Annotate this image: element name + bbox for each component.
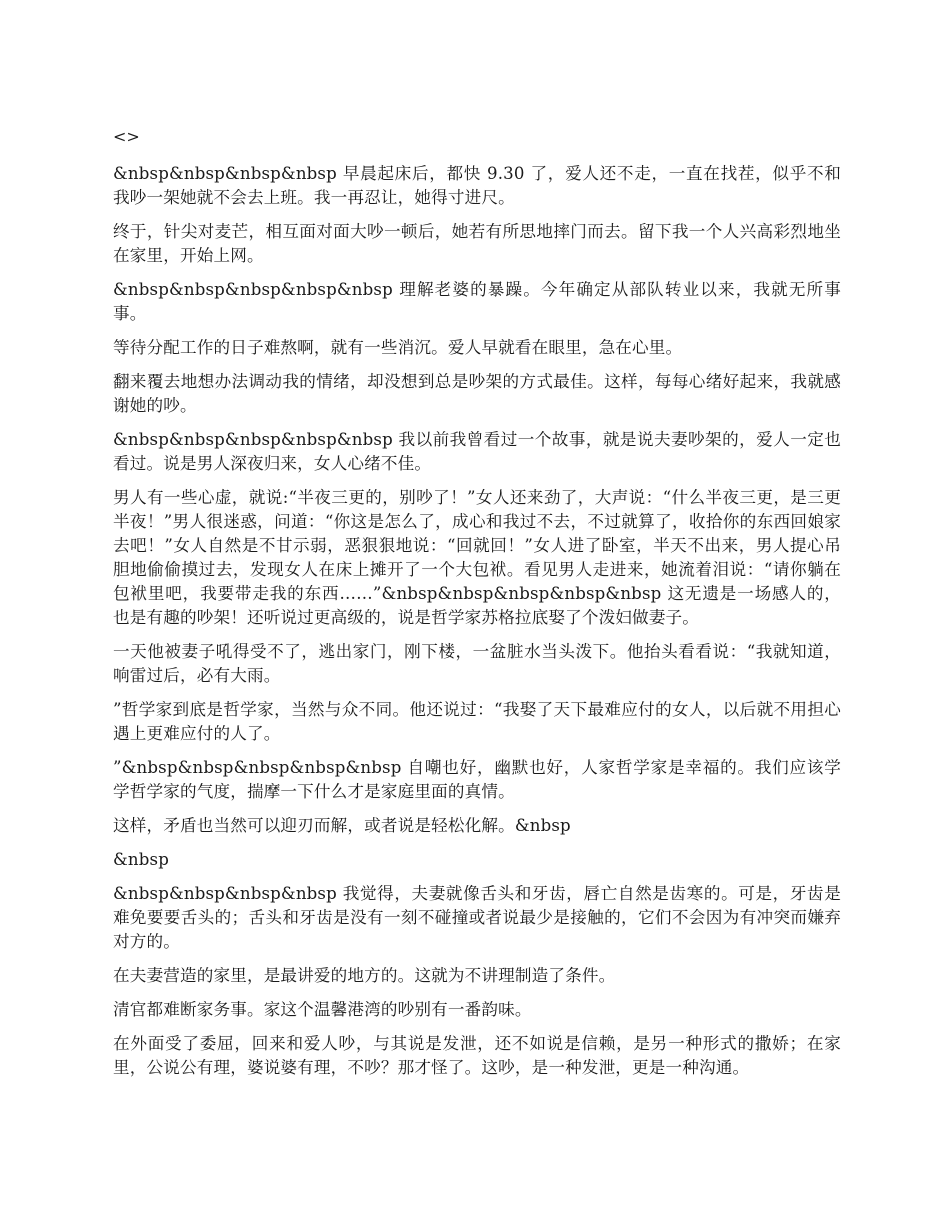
paragraph: 在外面受了委屈，回来和爱人吵，与其说是发泄，还不如说是信赖，是另一种形式的撒娇；在家里，公说公有理，婆说婆有理，不吵？那才怪了。这吵，是一种发泄，更是一种沟通。 xyxy=(113,1034,841,1077)
paragraph: 一天他被妻子吼得受不了，逃出家门，刚下楼，一盆脏水当头泼下。他抬头看看说：“我就知道，响雷过后，必有大雨。 xyxy=(113,642,841,685)
document-heading: <> xyxy=(113,127,140,146)
paragraph: &nbsp&nbsp&nbsp&nbsp 我觉得，夫妻就像舌头和牙齿，唇亡自然是齿寒的。可是，牙齿是难免要要舌头的；舌头和牙齿是没有一刻不碰撞或者说最少是接触的，它们不会因为有冲突而嫌弃对方的。 xyxy=(113,884,841,951)
paragraph: ”哲学家到底是哲学家，当然与众不同。他还说过：“我娶了天下最难应付的女人，以后就不用担心遇上更难应付的人了。 xyxy=(113,700,841,743)
paragraph: 在夫妻营造的家里，是最讲爱的地方的。这就为不讲理制造了条件。 xyxy=(113,966,616,985)
paragraph: &nbsp&nbsp&nbsp&nbsp&nbsp 理解老婆的暴躁。今年确定从部队转业以来，我就无所事事。 xyxy=(113,280,841,323)
paragraph: &nbsp&nbsp&nbsp&nbsp 早晨起床后，都快 9.30 了，爱人还不走，一直在找茬，似乎不和我吵一架她就不会去上班。我一再忍让，她得寸进尺。 xyxy=(113,164,841,207)
paragraph: ”&nbsp&nbsp&nbsp&nbsp&nbsp 自嘲也好，幽默也好，人家哲学家是幸福的。我们应该学学哲学家的气度，揣摩一下什么才是家庭里面的真情。 xyxy=(113,758,841,801)
paragraph: 终于，针尖对麦芒，相互面对面大吵一顿后，她若有所思地摔门而去。留下我一个人兴高彩烈地坐在家里，开始上网。 xyxy=(113,222,841,265)
paragraph: &nbsp&nbsp&nbsp&nbsp&nbsp 我以前我曾看过一个故事，就是说夫妻吵架的，爱人一定也看过。说是男人深夜归来，女人心绪不佳。 xyxy=(113,430,841,473)
paragraph: 男人有一些心虚，就说:“半夜三更的，别吵了！”女人还来劲了，大声说：“什么半夜三更，是三更半夜！”男人很迷惑，问道：“你这是怎么了，成心和我过不去，不过就算了，收拾你的东西回娘家去吧！”女人自然是不甘示弱，恶狠狠地说：“回就回！”女人进了卧室，半天不出来，男人提心吊胆地偷偷摸过去，发现女人在床上摊开了一个大包袱。看见男人走进来，她流着泪说：“请你躺在包袱里吧，我要带走我的东西……”&nbsp&nbsp&nbsp&nbsp&nbsp 这无遗是一场感人的，也是有趣的吵架！还听说过更高级的，说是哲学家苏格拉底娶了个泼妇做妻子。 xyxy=(113,488,841,627)
paragraph: 清官都难断家务事。家这个温馨港湾的吵别有一番韵味。 xyxy=(113,1000,532,1019)
document-page xyxy=(113,126,841,1090)
paragraph: 这样，矛盾也当然可以迎刃而解，或者说是轻松化解。&nbsp xyxy=(113,816,571,835)
paragraph: 翻来覆去地想办法调动我的情绪，却没想到总是吵架的方式最佳。这样，每每心绪好起来，我就感谢她的吵。 xyxy=(113,372,841,415)
paragraph: &nbsp xyxy=(113,850,169,869)
paragraph: 等待分配工作的日子难熬啊，就有一些消沉。爱人早就看在眼里，急在心里。 xyxy=(113,338,683,357)
